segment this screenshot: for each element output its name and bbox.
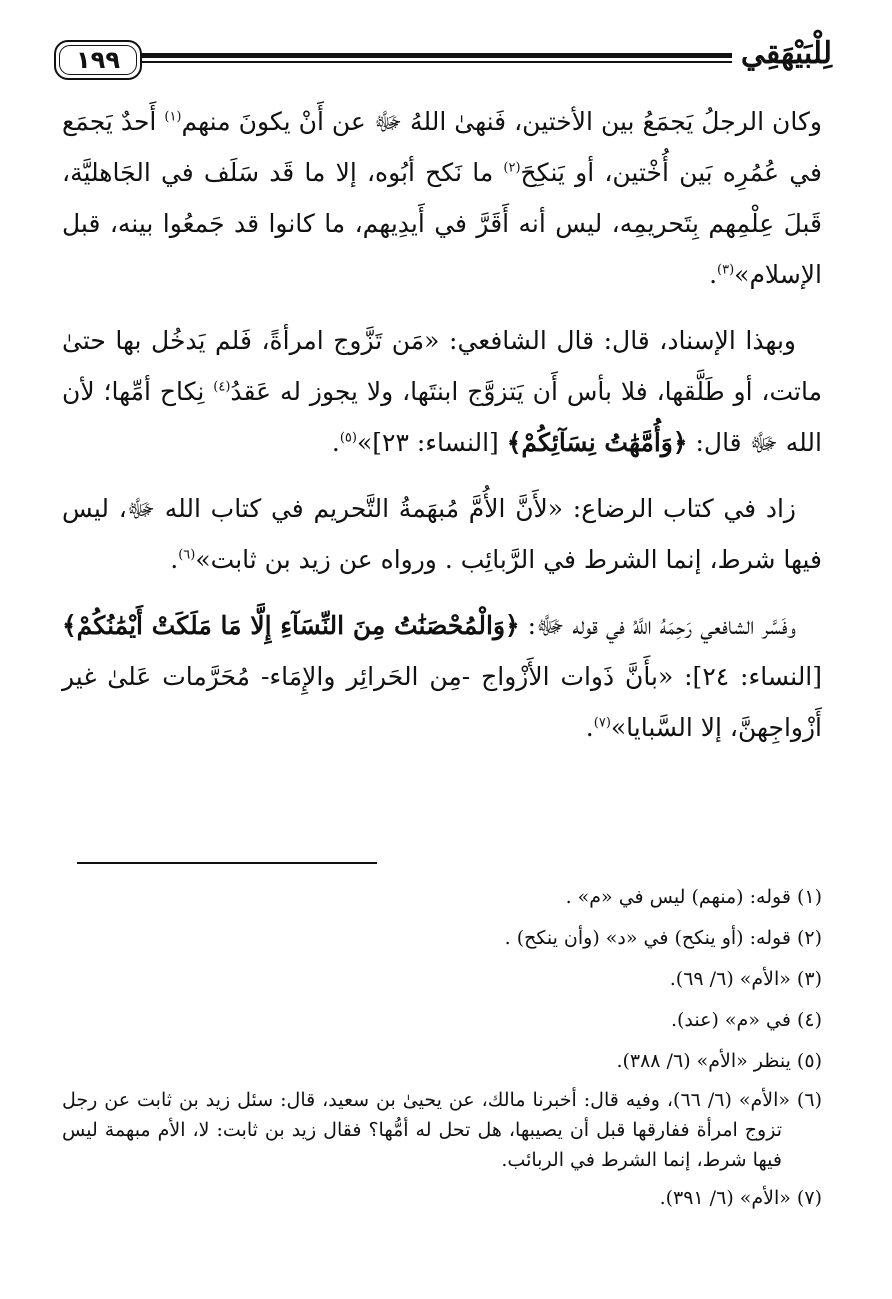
footnotes (62, 880, 822, 1222)
footnote-2: (٢) قوله: (أو ينكح) في «د» (وأن ينكح) . (504, 927, 822, 949)
paragraph-1 (62, 96, 822, 300)
paragraph-2 (62, 315, 822, 468)
text-span: وفَسَّر الشافعي رَحِمَهُ اللَّهُ في قوله ﷻ: (519, 611, 796, 640)
footnote-5: (٥) ينظر «الأم» (٦/ ٣٨٨). (616, 1050, 822, 1072)
paragraph-4 (62, 600, 822, 753)
footnote-divider (77, 862, 377, 864)
footnote-ref-5: (٥) (339, 430, 357, 446)
footnote-ref-3: (٣) (717, 262, 735, 278)
text-span: . (170, 545, 179, 574)
text-span: نِكاح أمِّها؛ لأن الله ﷻ قال: (62, 377, 822, 457)
paragraph-3 (62, 483, 822, 585)
text-span: [النساء: ٢٤]: «بأَنَّ ذَوات الأَزْواج -مِن الحَرائِر والإِمَاء- مُحَرَّمات عَلىٰ غير أَزْواجِهنَّ، إلا السَّبايا» (62, 662, 823, 742)
footnote-1: (١) قوله: (منهم) ليس في «م» . (565, 886, 822, 908)
quran-quote: ﴿وَأُمَّهَٰتُ نِسَآئِكُمْ﴾ (506, 428, 688, 457)
header-rule-thick (136, 53, 732, 58)
text-span: وبهذا الإسناد، قال: قال الشافعي: «مَن تَزَّوج امرأةً، فَلم يَدخُل بها حتىٰ ماتت، أو طَلَّقها، فلا بأس أَن يَتزوَّج ابنتَها، ولا يجوز له عَقدُ (62, 326, 823, 406)
book-title: لِلْبَيْهَقِي (740, 36, 832, 71)
page-number: ١٩٩ (54, 40, 142, 80)
footnote-ref-4: (٤) (213, 379, 231, 395)
header-rule-thin (136, 61, 732, 63)
text-span: [النساء: ٢٣]» (356, 428, 507, 457)
text-span: . (331, 428, 340, 457)
text-span: ما نَكح أبُوه، إلا ما قَد سَلَف في الجَاهليَّة، قَبلَ عِلْمِهم بِتَحريمِه، ليس أنه أَقَرَّ في أَيدِيهم، ما كانوا قد جَمعُوا بينه، قبل الإسلام» (62, 158, 822, 289)
footnote-ref-2: (٢) (503, 160, 521, 176)
footnote-6: (٦) «الأم» (٦/ ٦٦)، وفيه قال: أخبرنا مالك، عن يحيىٰ بن سعيد، قال: سئل زيد بن ثابت عن رجل تزوج امرأة ففارقها قبل أن يصيبها، هل تحل له أمُّها؟ فقال زيد بن ثابت: لا، الأم مبهمة ليس فيها شرط، إنما الشرط في الربائب. (62, 1089, 822, 1171)
text-span: . (585, 713, 594, 742)
footnote-7: (٧) «الأم» (٦/ ٣٩١). (659, 1187, 822, 1209)
page-header (40, 38, 840, 88)
footnote-4: (٤) في «م» (عند). (670, 1009, 822, 1031)
text-span: وكان الرجلُ يَجمَعُ بين الأختين، فَنهىٰ اللهُ ﷻ عن أَنْ يكونَ منهم (181, 107, 822, 136)
footnote-ref-7: (٧) (593, 715, 611, 731)
text-span: أَحدٌ يَجمَع في عُمُرِه بَين أُخْتين، أو يَنكِحَ (62, 107, 823, 187)
footnote-3: (٣) «الأم» (٦/ ٦٩). (669, 968, 822, 990)
text-span: . (709, 260, 718, 289)
text-span: زاد في كتاب الرضاع: «لأَنَّ الأُمَّ مُبهَمةُ التَّحريم في كتاب الله ﷻ، ليس فيها شرط، إنما الشرط في الرَّبائِب . ورواه عن زيد بن ثابت» (62, 494, 822, 574)
footnote-ref-6: (٦) (178, 547, 196, 563)
main-text (62, 96, 822, 768)
footnote-ref-1: (١) (164, 109, 182, 125)
quran-quote: ﴿وَالْمُحْصَنَٰتُ مِنَ النِّسَآءِ إِلَّا مَا مَلَكَتْ أَيْمَٰنُكُمْ﴾ (62, 611, 520, 640)
